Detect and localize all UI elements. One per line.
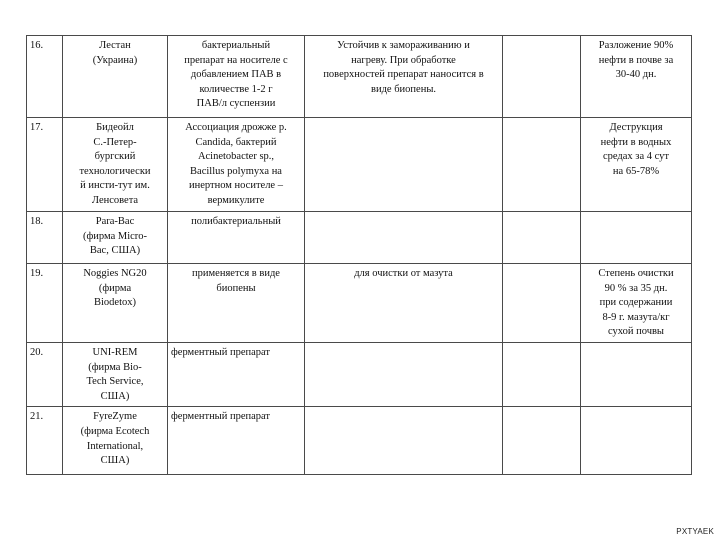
- product-result: [581, 407, 692, 475]
- product-conditions: [305, 407, 503, 475]
- row-number: 18.: [27, 212, 63, 264]
- product-name: Noggies NG20 (фирма Biodetox): [63, 264, 168, 343]
- row-number: 20.: [27, 343, 63, 407]
- product-description: полибактериальный: [168, 212, 305, 264]
- empty-cell: [503, 36, 581, 118]
- empty-cell: [503, 212, 581, 264]
- watermark: PXTYAEK: [676, 527, 714, 536]
- table-row: [27, 264, 692, 343]
- product-name: UNI-REM (фирма Bio- Tech Service, США): [63, 343, 168, 407]
- row-number: 16.: [27, 36, 63, 118]
- row-number: 21.: [27, 407, 63, 475]
- product-description: Ассоциация дрожже р. Candida, бактерий Acinetobacter sp., Bacillus polymyxa на инертном носителе – вермикулите: [168, 118, 305, 212]
- product-result: Разложение 90% нефти в почве за 30-40 дн.: [581, 36, 692, 118]
- product-conditions: Устойчив к замораживанию и нагреву. При обработке поверхностей препарат наносится в виде биопены.: [305, 36, 503, 118]
- empty-cell: [503, 264, 581, 343]
- product-name: Бидеойл С.-Петер- бургский технологически й инсти-тут им. Ленсовета: [63, 118, 168, 212]
- product-name: Para-Bac (фирма Micro- Bac, США): [63, 212, 168, 264]
- product-conditions: [305, 212, 503, 264]
- product-result: [581, 343, 692, 407]
- product-conditions: [305, 118, 503, 212]
- product-conditions: для очистки от мазута: [305, 264, 503, 343]
- table-row: [27, 36, 692, 118]
- table-row: [27, 343, 692, 407]
- product-description: бактериальный препарат на носителе с добавлением ПАВ в количестве 1-2 г ПАВ/л суспензии: [168, 36, 305, 118]
- product-result: Деструкция нефти в водных средах за 4 сут на 65-78%: [581, 118, 692, 212]
- empty-cell: [503, 118, 581, 212]
- table-row: [27, 118, 692, 212]
- product-name: Лестан (Украина): [63, 36, 168, 118]
- empty-cell: [503, 343, 581, 407]
- product-conditions: [305, 343, 503, 407]
- product-result: Степень очистки 90 % за 35 дн. при содержании 8-9 г. мазута/кг сухой почвы: [581, 264, 692, 343]
- product-description: ферментный препарат: [168, 407, 305, 475]
- products-table: [26, 35, 692, 475]
- row-number: 17.: [27, 118, 63, 212]
- product-name: FyreZyme (фирма Ecotech International, США): [63, 407, 168, 475]
- table-row: [27, 212, 692, 264]
- row-number: 19.: [27, 264, 63, 343]
- product-description: ферментный препарат: [168, 343, 305, 407]
- product-result: [581, 212, 692, 264]
- table-row: [27, 407, 692, 475]
- product-description: применяется в виде биопены: [168, 264, 305, 343]
- empty-cell: [503, 407, 581, 475]
